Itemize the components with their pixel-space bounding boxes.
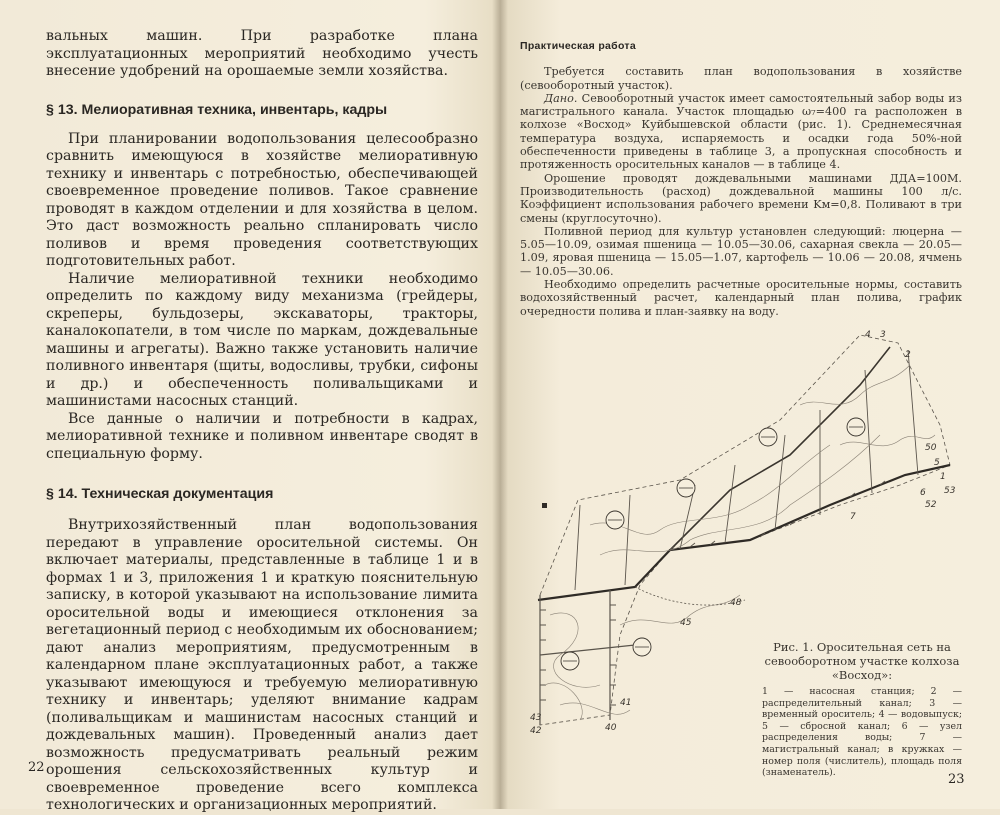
page-number-right: 23 [948,772,965,787]
temporary-sprinklers [575,350,918,590]
callout-1: 1 [940,472,946,482]
callout-7: 7 [850,512,856,522]
contour-line [550,613,600,687]
contour-line [800,365,910,405]
section-13-paragraph-1: При планировании водопользования целесообразно сравнить имеющуюся в хозяйстве мелиоративную технику и инвентарь с потребностью, обеспечивающей своевременное проведение поливов. Такое сравнение проводят в каждом отделении и для хозяйства в целом. Это даст возможность реально спланировать число поливов и время проведения соответствующих подготовительных работ. [46,130,478,269]
page-number-left: 22 [28,760,45,775]
contour-label-41: 41 [620,698,632,708]
contour-label-42: 42 [530,726,542,736]
section-14-title: § 14. Техническая документация [46,486,274,502]
section-13-title: § 13. Мелиоративная техника, инвентарь, кадры [46,101,388,118]
intro-paragraph: вальных машин. При разработке плана эксплуатационных мероприятий необходимо учесть внесение удобрений на орошаемые земли хозяйства. [46,28,478,79]
irrigation-paragraph: Орошение проводят дождевальными машинами ДДА=100М. Производительность (расход) дождевальной машины 100 л/с. Коэффициент использования рабочего времени Kм=0,8. Поливают в три смены (круглосуточно). [520,171,962,225]
given-text: Севооборотный участок имеет самостоятельный забор воды из магистрального канала. Участок площадью ω₇=400 га расположен в колхозе «Восход» Куйбышевской области (рис. 1). Среднемесячная температура воздуха, испаряемость и осадки года 50%-ной обеспеченности приведены в таблице 3, а пропускная способность и протяженность оросительных каналов — в таблице 4. [520,91,962,172]
callout-4: 4 [865,330,871,340]
discharge-canal [635,587,745,605]
irrigation-period-paragraph: Поливной период для культур установлен следующий: люцерна — 5.05—10.09, озимая пшеница — 10.05—30.06, сахарная свекла — 20.05—1.09, яровая пшеница — 15.05—1.07, картофель — 10.06 — 20.08, ячмень — 10.05—30.06. [520,224,962,278]
distribution-canal [670,347,890,550]
left-page-text [46,28,478,815]
contour-line [840,435,935,446]
figure-legend: 1 — насосная станция; 2 — распределительный канал; 3 — временный ороситель; 4 — водовыпуск; 5 — сбросной канал; 6 — узел распределения воды; 7 — магистральный канал; в кружках — номер поля (числитель), площадь поля (знаменатель). [762,686,962,779]
callout-5: 5 [934,458,940,468]
contour-label-52: 52 [925,500,937,510]
main-canal [538,465,950,600]
figure-caption [762,640,962,779]
required-paragraph: Необходимо определить расчетные оросительные нормы, составить водохозяйственный расчет, календарный план полива, график очередности полива и план-заявку на воду. [520,278,962,318]
given-paragraph [520,92,962,172]
section-13-paragraph-3: Все данные о наличии и потребности в кадрах, мелиоративной технике и поливном инвентаре сводят в специальную форму. [46,410,478,462]
section-14-paragraph-1: Внутрихозяйственный план водопользования передают в управление оросительной системы. Он включает материалы, представленные в таблице 1 и в формах 1 и 3, приложения 1 и краткую пояснительную записку, в которой указывают на использование лимита оросительной воды и имеющиеся отклонения за вегетационный период с необходимым их обоснованием; дают анализ мероприятиям, предусмотренным в календарном плане эксплуатационных работ, а также указывают имеющуюся и требуемую мелиоративную технику и инвентарь; уделяют внимание кадрам (поливальщикам и машинистам насосных станций и дождевальных машин). Проведенный анализ дает возможность предусматривать реальный режим орошения сельскохозяйственных культур и своевременное проведение всего комплекса технологических и организационных мероприятий. [46,517,478,813]
pumping-station-marker [542,503,547,508]
contour-label-50: 50 [925,443,937,453]
contour-label-45: 45 [680,618,692,628]
figure-caption-title: Рис. 1. Оросительная сеть на севооборотном участке колхоза «Восход»: [764,640,960,682]
contour-label-53: 53 [944,486,956,496]
contour-line [545,683,582,720]
task-paragraph: Требуется составить план водопользования в хозяйстве (севооборотный участок). [520,65,962,92]
book-gutter [492,0,508,809]
given-label: Дано. [544,91,578,105]
section-13-paragraph-2: Наличие мелиоративной техники необходимо определить по каждому виду механизма (грейдеры, скреперы, бульдозеры, экскаваторы, тракторы, каналокопатели, в том числе по маркам, дождевальные машины и агрегаты). Важно также установить наличие поливного инвентаря (щиты, водосливы, трубки, сифоны и др.) и обеспеченность поливальщиками и машинистами насосных станций. [46,270,478,409]
callout-2: 2 [905,350,911,360]
callout-3: 3 [880,330,886,340]
contour-label-43: 43 [530,713,542,723]
contour-line [600,435,880,555]
contour-label-40: 40 [605,723,617,733]
callout-6: 6 [920,488,926,498]
contour-label-48: 48 [730,598,742,608]
right-page-text [520,40,962,318]
practical-work-heading: Практическая работа [520,40,637,52]
